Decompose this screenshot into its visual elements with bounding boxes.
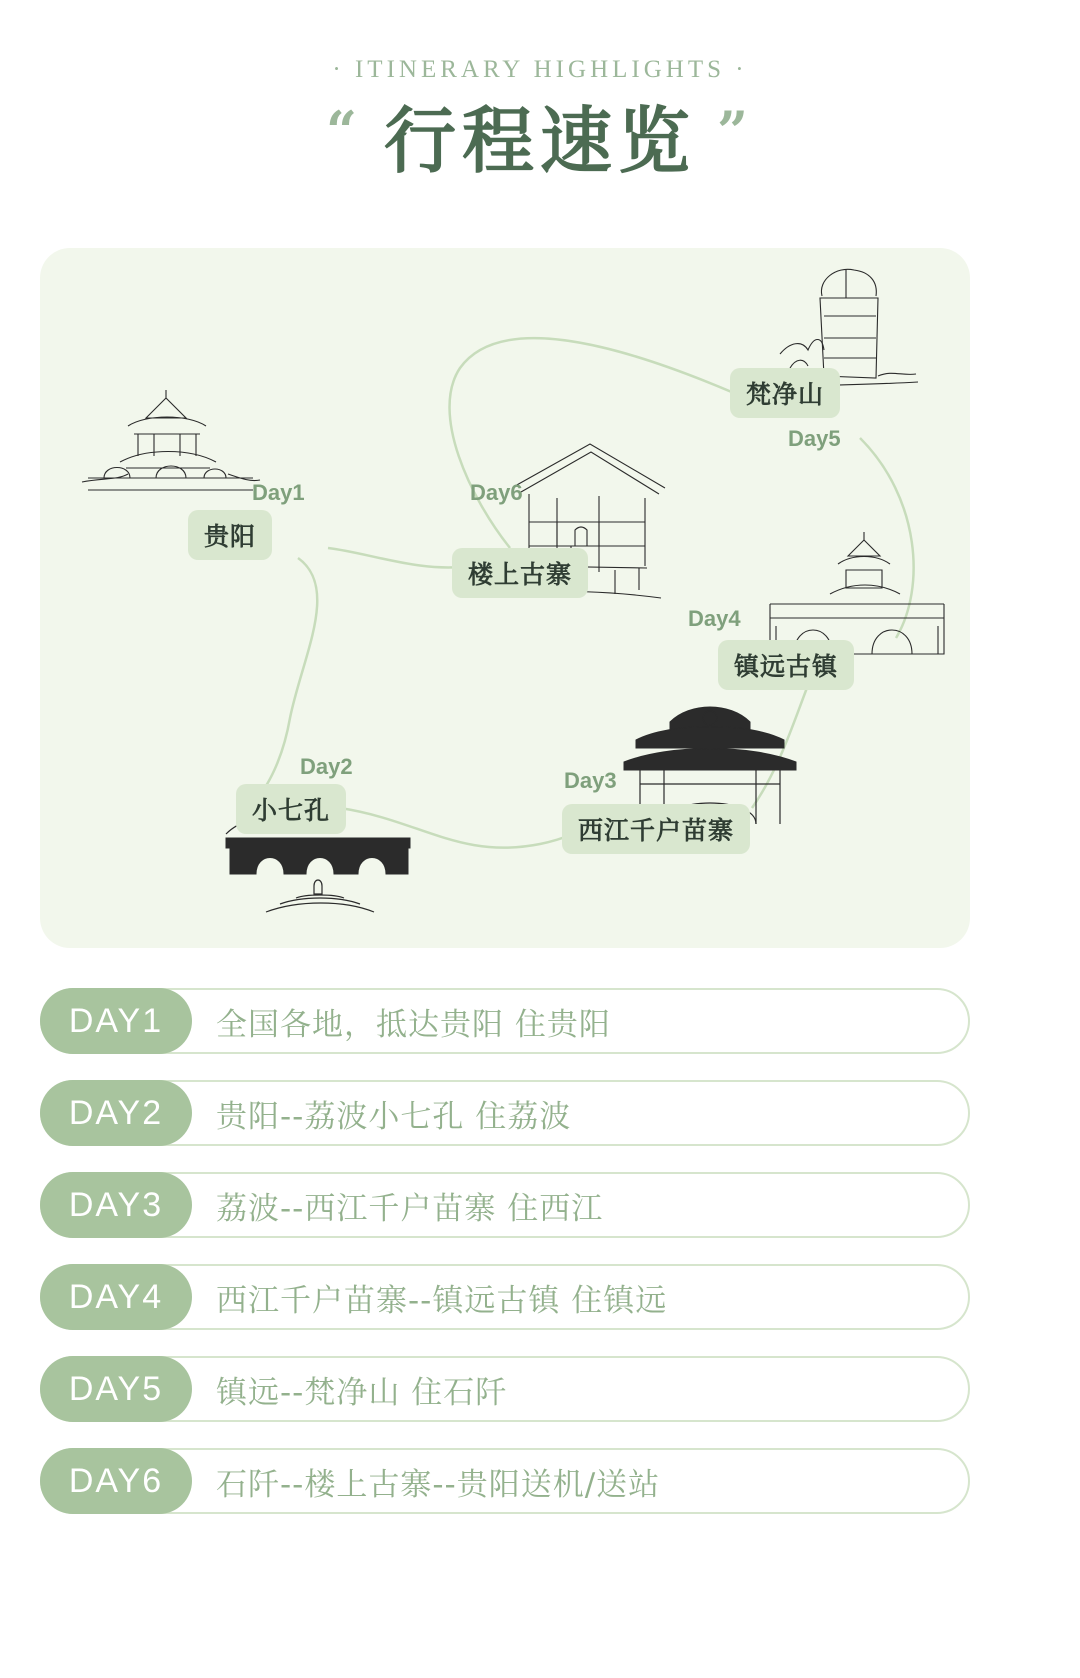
map-node-fanjingshan[interactable]: 梵净山 xyxy=(730,368,840,418)
day-tag: DAY3 xyxy=(40,1172,192,1238)
day-tag: DAY2 xyxy=(40,1080,192,1146)
day-label-day6: Day6 xyxy=(470,480,523,505)
day-tag: DAY6 xyxy=(40,1448,192,1514)
day-label-day1: Day1 xyxy=(252,480,305,505)
day-row[interactable] xyxy=(40,1264,970,1330)
day-tag: DAY5 xyxy=(40,1356,192,1422)
quote-left-mark: “ xyxy=(325,99,364,163)
page-title-text: 行程速览 xyxy=(383,98,696,183)
day-description: 全国各地，抵达贵阳 住贵阳 xyxy=(216,1006,611,1043)
quote-right-mark: ” xyxy=(716,99,754,163)
eyebrow-text: · ITINERARY HIGHLIGHTS · xyxy=(332,56,748,83)
day-label-day2: Day2 xyxy=(300,754,353,779)
day-row[interactable] xyxy=(40,1448,970,1514)
day-description: 镇远--梵净山 住石阡 xyxy=(216,1374,508,1411)
map-node-xiaoqikong[interactable]: 小七孔 xyxy=(236,784,346,834)
day-description: 贵阳--荔波小七孔 住荔波 xyxy=(216,1098,572,1135)
day-row[interactable] xyxy=(40,1172,970,1238)
day-tag: DAY1 xyxy=(40,988,192,1054)
day-description: 西江千户苗寨--镇远古镇 住镇远 xyxy=(216,1282,668,1319)
day-row[interactable] xyxy=(40,1080,970,1146)
day-label-day3: Day3 xyxy=(564,768,617,793)
day-tag: DAY4 xyxy=(40,1264,192,1330)
route-map-card xyxy=(40,248,970,948)
map-node-xijiang[interactable]: 西江千户苗寨 xyxy=(562,804,750,854)
map-node-loushang[interactable]: 楼上古寨 xyxy=(452,548,588,598)
day-label-day5: Day5 xyxy=(788,426,841,451)
page-title-wrap xyxy=(0,96,1080,206)
map-node-zhenyuan[interactable]: 镇远古镇 xyxy=(718,640,854,690)
page-title xyxy=(325,96,754,186)
day-description: 石阡--楼上古寨--贵阳送机/送站 xyxy=(216,1466,661,1503)
day-row[interactable] xyxy=(40,1356,970,1422)
day-list xyxy=(40,988,970,1540)
map-node-guiyang[interactable]: 贵阳 xyxy=(188,510,272,560)
route-lines xyxy=(40,248,970,948)
day-row[interactable] xyxy=(40,988,970,1054)
day-description: 荔波--西江千户苗寨 住西江 xyxy=(216,1190,604,1227)
day-label-day4: Day4 xyxy=(688,606,741,631)
